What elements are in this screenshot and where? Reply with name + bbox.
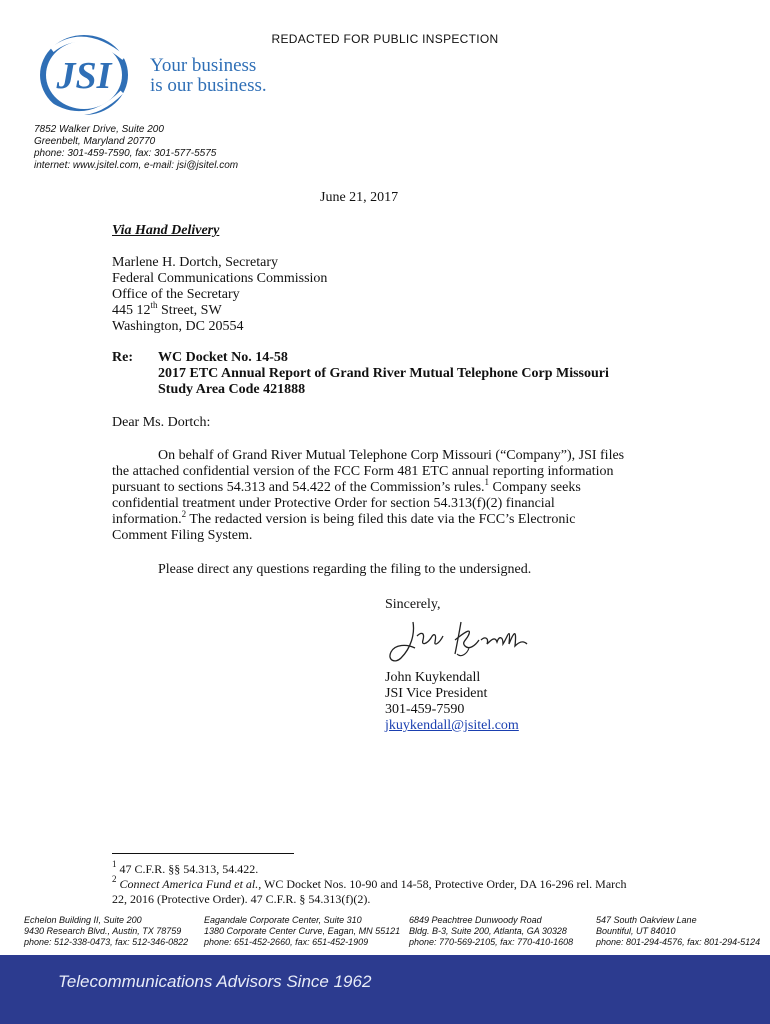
address-internet: internet: www.jsitel.com, e-mail: jsi@jsitel.com bbox=[34, 160, 239, 171]
recipient-block bbox=[112, 255, 327, 335]
tagline-line2: is our business. bbox=[150, 75, 267, 96]
signer-name: John Kuykendall bbox=[385, 670, 481, 685]
office-austin: Echelon Building II, Suite 200 9430 Research Blvd., Austin, TX 78759 phone: 512-338-0473, fax: 512-346-0822 bbox=[24, 915, 189, 947]
re-subject bbox=[158, 350, 609, 398]
re-label: Re: bbox=[112, 350, 133, 365]
jsi-logo bbox=[34, 30, 134, 120]
address-phone: phone: 301-459-7590, fax: 301-577-5575 bbox=[34, 148, 217, 159]
footnotes bbox=[112, 859, 652, 907]
re-docket: WC Docket No. 14-58 bbox=[158, 350, 288, 365]
delivery-method: Via Hand Delivery bbox=[112, 223, 220, 238]
footnote-1: $^1$ 47 C.F.R. §§ 54.313, 54.422. bbox=[112, 859, 259, 876]
signer-phone: 301-459-7590 bbox=[385, 702, 465, 717]
recipient-street: 445 12th Street, SW bbox=[112, 300, 222, 318]
recipient-city: Washington, DC 20554 bbox=[112, 319, 244, 334]
salutation: Dear Ms. Dortch: bbox=[112, 415, 211, 430]
footnote-divider bbox=[112, 853, 294, 854]
footnote-2-cont: 22, 2016 (Protective Order). 47 C.F.R. § 54.313(f)(2). bbox=[112, 892, 371, 906]
footnote-2: $^2$ Connect America Fund et al., WC Docket Nos. 10-90 and 14-58, Protective Order, DA 16-296 rel. March bbox=[112, 874, 627, 891]
signature-block bbox=[385, 670, 519, 734]
letter-date: June 21, 2017 bbox=[320, 190, 399, 205]
footer-slogan: Telecommunications Advisors Since 1962 bbox=[58, 972, 372, 991]
handwritten-signature bbox=[385, 614, 545, 666]
letterhead-address bbox=[34, 124, 238, 172]
recipient-org: Federal Communications Commission bbox=[112, 271, 328, 286]
body-paragraph-2: Please direct any questions regarding the filing to the undersigned. bbox=[158, 562, 532, 577]
closing: Sincerely, bbox=[385, 597, 441, 612]
logo-text: JSI bbox=[56, 55, 112, 97]
office-atlanta: 6849 Peachtree Dunwoody Road Bldg. B-3, Suite 200, Atlanta, GA 30328 phone: 770-569-2105, fax: 770-410-1608 bbox=[409, 915, 574, 947]
footnote-ref-2: 2 bbox=[181, 509, 187, 519]
address-line: 7852 Walker Drive, Suite 200 bbox=[34, 124, 164, 135]
signer-email-link[interactable]: jkuykendall@jsitel.com bbox=[385, 718, 519, 733]
redaction-notice: REDACTED FOR PUBLIC INSPECTION bbox=[271, 32, 499, 46]
address-line: Greenbelt, Maryland 20770 bbox=[34, 136, 156, 147]
recipient-office: Office of the Secretary bbox=[112, 287, 240, 302]
recipient-name: Marlene H. Dortch, Secretary bbox=[112, 255, 278, 270]
tagline-line1: Your business bbox=[150, 55, 257, 76]
re-report: 2017 ETC Annual Report of Grand River Mutual Telephone Corp Missouri bbox=[158, 366, 609, 381]
office-bountiful: 547 South Oakview Lane Bountiful, UT 84010 phone: 801-294-4576, fax: 801-294-5124 bbox=[596, 915, 761, 947]
body-paragraph-1: On behalf of Grand River Mutual Telephone Corp Missouri (“Company”), JSI files the attached confidential version of the FCC Form 481 ETC annual reporting information pursuant to sections 54.313 and 54.422 of the Commission’s rules.$^1$ Company seeks confidential treatment under Protective Order for section 54.313(f)(2) financial information.$^2$ The redacted version is being filed this date via the FCC’s Electronic Comment Filing System. bbox=[112, 448, 625, 543]
signer-title: JSI Vice President bbox=[385, 686, 488, 701]
office-eagan: Eagandale Corporate Center, Suite 310 1380 Corporate Center Curve, Eagan, MN 55121 phone: 651-452-2660, fax: 651-452-1909 bbox=[204, 915, 401, 947]
footnote-ref-1: 1 bbox=[484, 477, 490, 487]
re-study-area: Study Area Code 421888 bbox=[158, 382, 306, 397]
tagline bbox=[150, 56, 267, 96]
